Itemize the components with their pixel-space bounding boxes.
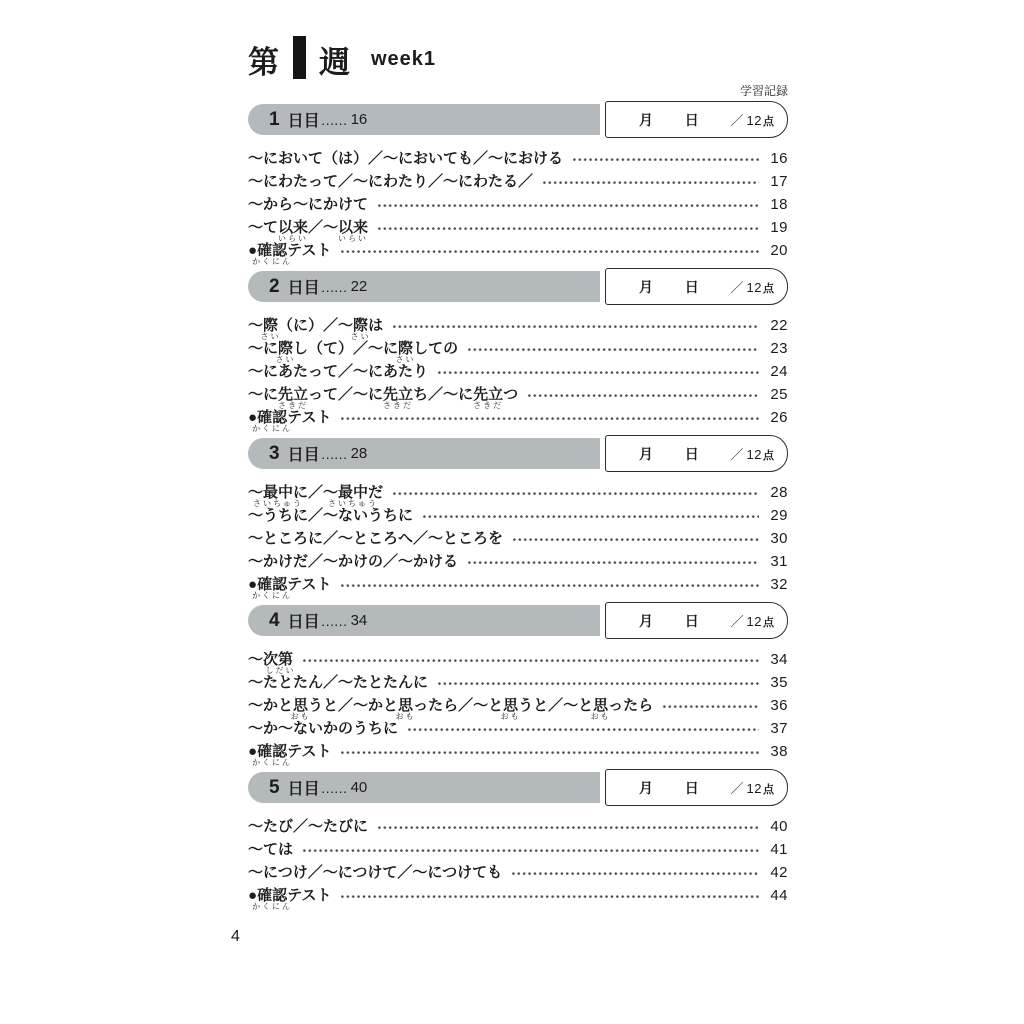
day-label: 日目 [287, 447, 320, 464]
furigana: おも [500, 711, 521, 721]
ruby-segment: 先立 さきだ [473, 386, 504, 410]
text-segment: ～うちに／～ないうちに [248, 507, 414, 524]
toc-item [248, 884, 788, 911]
furigana: かくにん [252, 590, 293, 600]
month-field-label: 月 [639, 612, 653, 629]
day-leader-dots: …… [320, 779, 347, 796]
dotted-leader [437, 675, 759, 690]
dotted-leader [340, 410, 759, 425]
day-section [248, 769, 788, 911]
day-header [248, 435, 788, 472]
furigana: さい [275, 354, 296, 364]
toc-item [248, 239, 788, 266]
toc-item [248, 337, 788, 364]
toc-items [248, 314, 788, 433]
toc-item-page: 26 [770, 409, 788, 426]
day-label: 日目 [287, 781, 320, 798]
day-number: 5 [269, 776, 280, 798]
text-segment: うと／～かと [308, 697, 399, 714]
furigana: さきだ [383, 400, 414, 410]
score-field [731, 611, 774, 630]
text-segment: ～ [248, 651, 264, 668]
day-header [248, 101, 788, 138]
furigana: おも [290, 711, 311, 721]
furigana: いらい [338, 233, 369, 243]
week-header [248, 34, 788, 84]
toc-item-page: 19 [770, 219, 788, 236]
toc-item-title [248, 721, 398, 736]
toc-item-title [248, 651, 296, 675]
day-field-label: 日 [684, 779, 699, 796]
day-start-page: 22 [350, 278, 368, 295]
furigana: さい [350, 331, 371, 341]
text-segment: ～において（は）／～においても／～における [248, 150, 564, 167]
toc-item-page: 20 [770, 242, 788, 259]
score-field [731, 110, 774, 129]
score-field [731, 778, 774, 797]
week-suffix: 週 [319, 44, 351, 80]
ruby-segment: 際 さい [395, 340, 416, 364]
ruby-segment: 確認 かくにん [252, 242, 293, 266]
day-number: 3 [269, 442, 280, 464]
toc-item-page: 36 [770, 697, 788, 714]
toc-item-title [248, 675, 428, 690]
study-record-box [605, 769, 788, 806]
day-leader-dots: …… [320, 111, 347, 128]
ruby-segment: 思 おも [395, 697, 416, 721]
toc-item-title [248, 409, 332, 433]
furigana: し [265, 665, 276, 675]
text-segment: テスト [287, 242, 332, 259]
text-segment: ～たとたん／～たとたんに [248, 674, 429, 691]
ruby-segment: 確認 かくにん [252, 743, 293, 767]
day-header [248, 769, 788, 806]
ruby-segment: 思 おも [290, 697, 311, 721]
day-start-page: 16 [350, 111, 368, 128]
toc-item-title [248, 554, 458, 569]
toc-item-page: 31 [770, 553, 788, 570]
ruby-segment: 確認 かくにん [252, 887, 293, 911]
day-title-bar [248, 271, 600, 302]
dotted-leader [377, 197, 759, 212]
toc-item-title [248, 842, 293, 857]
text-segment: しての [413, 340, 459, 357]
toc-item [248, 648, 788, 675]
dotted-leader [340, 888, 759, 903]
dotted-leader [422, 508, 759, 523]
dotted-leader [511, 865, 759, 880]
toc-item-title [248, 151, 563, 166]
dotted-leader [407, 721, 759, 736]
day-section [248, 602, 788, 767]
furigana: さいちゅう [253, 498, 304, 508]
day-start-page: 28 [350, 445, 368, 462]
toc-item-page: 37 [770, 720, 788, 737]
score-unit: 点 [762, 784, 774, 796]
furigana: かくにん [252, 757, 293, 767]
toc-items [248, 147, 788, 266]
dotted-leader [437, 364, 759, 379]
text-segment: ～て [248, 219, 279, 236]
dotted-leader [340, 243, 759, 258]
day-title-bar [248, 772, 600, 803]
day-number: 1 [269, 108, 280, 130]
text-segment: つ [503, 386, 519, 403]
text-segment: テスト [287, 576, 332, 593]
ruby-segment: 以来 いらい [278, 219, 309, 243]
dotted-leader [377, 220, 759, 235]
ruby-segment: 次 し [263, 651, 279, 675]
folio-page-number: 4 [231, 928, 240, 945]
text-segment: ～ [248, 484, 264, 501]
toc-item [248, 694, 788, 721]
dotted-leader [392, 318, 759, 333]
text-segment: （に）／～ [278, 317, 354, 334]
toc-item-title [248, 242, 332, 266]
dotted-leader [662, 698, 759, 713]
week-number-one-glyph [293, 36, 306, 79]
ruby-segment: 際 さい [350, 317, 371, 341]
day-leader-dots: …… [320, 445, 347, 462]
day-leader-dots: …… [320, 278, 347, 295]
day-section [248, 268, 788, 433]
day-header [248, 602, 788, 639]
text-segment: し（て）／～に [293, 340, 399, 357]
ruby-segment: 最中 さいちゅう [253, 484, 304, 508]
text-segment: ● [248, 887, 258, 904]
toc-item-title [248, 364, 428, 379]
day-leader-dots: …… [320, 612, 347, 629]
score-slash: ／ [730, 447, 744, 462]
dotted-leader [377, 819, 759, 834]
ruby-segment: 確認 かくにん [252, 409, 293, 433]
furigana: かくにん [252, 901, 293, 911]
toc-item [248, 573, 788, 600]
furigana: さい [395, 354, 416, 364]
dotted-leader [542, 174, 759, 189]
toc-item-title [248, 576, 332, 600]
text-segment: ～ところに／～ところへ／～ところを [248, 530, 504, 547]
ruby-segment: 確認 かくにん [252, 576, 293, 600]
toc-item-title [248, 219, 369, 243]
day-start-page: 34 [350, 612, 368, 629]
ruby-segment: 思 おも [500, 697, 521, 721]
text-segment: って／～に [308, 386, 384, 403]
toc-item-page: 24 [770, 363, 788, 380]
study-record-label: 学習記録 [739, 84, 788, 98]
toc-item-page: 34 [770, 651, 788, 668]
text-segment: ち／～に [413, 386, 474, 403]
day-label: 日目 [287, 113, 320, 130]
dotted-leader [512, 531, 759, 546]
score-field [731, 444, 774, 463]
toc-item [248, 550, 788, 573]
toc-item [248, 504, 788, 527]
toc-items [248, 481, 788, 600]
toc-item-title [248, 174, 533, 189]
toc-item-title [248, 743, 332, 767]
text-segment: だ [368, 484, 384, 501]
day-label: 日目 [287, 280, 320, 297]
toc-item [248, 360, 788, 383]
toc-item [248, 383, 788, 410]
toc-item-title [248, 531, 503, 546]
day-number: 4 [269, 609, 280, 631]
ruby-segment: 以来 いらい [338, 219, 369, 243]
toc-item-title [248, 508, 413, 523]
text-segment: ～に [248, 340, 279, 357]
toc-item-page: 38 [770, 743, 788, 760]
score-slash: ／ [730, 280, 744, 295]
week-english-label: week1 [371, 47, 437, 70]
text-segment: ● [248, 242, 258, 259]
text-segment: に／～ [293, 484, 339, 501]
toc-item [248, 193, 788, 216]
toc-item [248, 216, 788, 243]
day-section [248, 101, 788, 266]
furigana: かくにん [252, 256, 293, 266]
day-field-label: 日 [684, 278, 699, 295]
text-segment: ～かけだ／～かけの／～かける [248, 553, 459, 570]
score-max: 12 [746, 280, 762, 295]
toc-item-page: 42 [770, 864, 788, 881]
day-field-label: 日 [684, 111, 699, 128]
dotted-leader [302, 652, 759, 667]
toc-item-page: 41 [770, 841, 788, 858]
day-start-page: 40 [350, 779, 368, 796]
score-unit: 点 [762, 450, 774, 462]
study-record-box [605, 435, 788, 472]
toc-item-page: 32 [770, 576, 788, 593]
study-record-box [605, 268, 788, 305]
text-segment: ● [248, 576, 258, 593]
ruby-segment: 最中 さいちゅう [328, 484, 379, 508]
week-prefix: 第 [248, 44, 280, 80]
ruby-segment: 先立 さきだ [278, 386, 309, 410]
toc-item-page: 23 [770, 340, 788, 357]
toc-item-page: 16 [770, 150, 788, 167]
score-slash: ／ [730, 614, 744, 629]
toc-item-title [248, 317, 384, 341]
day-label: 日目 [287, 614, 320, 631]
days [248, 101, 788, 911]
text-segment: テスト [287, 887, 332, 904]
text-segment: ～にわたって／～にわたり／～にわたる／ [248, 173, 534, 190]
study-record-box [605, 101, 788, 138]
ruby-segment: 先立 さきだ [383, 386, 414, 410]
ruby-segment: 思 おも [590, 697, 611, 721]
text-segment: ～ [248, 317, 264, 334]
toc-item-page: 30 [770, 530, 788, 547]
toc-item-page: 35 [770, 674, 788, 691]
dotted-leader [340, 577, 759, 592]
score-max: 12 [746, 113, 762, 128]
text-segment: ● [248, 743, 258, 760]
score-unit: 点 [762, 283, 774, 295]
toc-item-page: 18 [770, 196, 788, 213]
day-field-label: 日 [684, 445, 699, 462]
text-segment: ～から～にかけて [248, 196, 369, 213]
toc-item-page: 22 [770, 317, 788, 334]
score-slash: ／ [730, 113, 744, 128]
day-header [248, 268, 788, 305]
dotted-leader [572, 151, 759, 166]
toc-item [248, 481, 788, 508]
furigana: おも [395, 711, 416, 721]
toc-item [248, 815, 788, 838]
toc-item-title [248, 697, 654, 721]
dotted-leader [392, 485, 759, 500]
furigana: いらい [278, 233, 309, 243]
toc-item-page: 28 [770, 484, 788, 501]
day-title-bar [248, 104, 600, 135]
text-segment: ／～ [308, 219, 339, 236]
month-field-label: 月 [639, 111, 653, 128]
toc-item-page: 25 [770, 386, 788, 403]
month-field-label: 月 [639, 779, 653, 796]
toc-item-title [248, 197, 368, 212]
toc-item [248, 406, 788, 433]
day-title-bar [248, 438, 600, 469]
text-segment: ～につけ／～につけて／～につけても [248, 864, 503, 881]
text-segment: ～にあたって／～にあたり [248, 363, 429, 380]
furigana: さきだ [473, 400, 504, 410]
text-segment: ～かと [248, 697, 294, 714]
toc-item [248, 170, 788, 193]
furigana: さい [260, 331, 281, 341]
day-title-bar [248, 605, 600, 636]
score-unit: 点 [762, 116, 774, 128]
study-record-box [605, 602, 788, 639]
score-unit: 点 [762, 617, 774, 629]
dotted-leader [467, 554, 759, 569]
text-segment: テスト [287, 743, 332, 760]
toc-item [248, 861, 788, 884]
toc-items [248, 648, 788, 767]
toc-item-title [248, 386, 519, 410]
score-max: 12 [746, 447, 762, 462]
ruby-segment: 際 さい [260, 317, 281, 341]
furigana: かくにん [252, 423, 293, 433]
day-section [248, 435, 788, 600]
toc-item [248, 838, 788, 861]
text-segment: ったら／～と [413, 697, 504, 714]
score-slash: ／ [730, 781, 744, 796]
toc-item-title [248, 484, 384, 508]
toc-item [248, 527, 788, 550]
toc-item-title [248, 819, 368, 834]
text-segment: ったら [608, 697, 654, 714]
text-segment: テスト [287, 409, 332, 426]
dotted-leader [467, 341, 759, 356]
toc-item-page: 17 [770, 173, 788, 190]
dotted-leader [527, 387, 759, 402]
text-segment: ～たび／～たびに [248, 818, 369, 835]
toc-item [248, 740, 788, 767]
text-segment: ～か～ないかのうちに [248, 720, 399, 737]
score-max: 12 [746, 781, 762, 796]
toc-item [248, 147, 788, 170]
dotted-leader [340, 744, 759, 759]
day-number: 2 [269, 275, 280, 297]
ruby-segment: 第 だい [275, 651, 296, 675]
toc-item-title [248, 340, 459, 364]
dotted-leader [302, 842, 759, 857]
toc-content [248, 34, 788, 913]
text-segment: ● [248, 409, 258, 426]
toc-item-page: 29 [770, 507, 788, 524]
furigana: さきだ [278, 400, 309, 410]
toc-items [248, 815, 788, 911]
text-segment: ～に [248, 386, 279, 403]
text-segment: うと／～と [518, 697, 594, 714]
toc-item-page: 40 [770, 818, 788, 835]
ruby-segment: 際 さい [275, 340, 296, 364]
month-field-label: 月 [639, 445, 653, 462]
text-segment: は [368, 317, 384, 334]
toc-item-title [248, 865, 502, 880]
furigana: さいちゅう [328, 498, 379, 508]
furigana: だい [275, 665, 296, 675]
furigana: おも [590, 711, 611, 721]
toc-item [248, 314, 788, 341]
day-field-label: 日 [684, 612, 699, 629]
toc-item-page: 44 [770, 887, 788, 904]
toc-item [248, 671, 788, 694]
month-field-label: 月 [639, 278, 653, 295]
text-segment: ～ては [248, 841, 294, 858]
score-max: 12 [746, 614, 762, 629]
toc-item-title [248, 887, 332, 911]
score-field [731, 277, 774, 296]
